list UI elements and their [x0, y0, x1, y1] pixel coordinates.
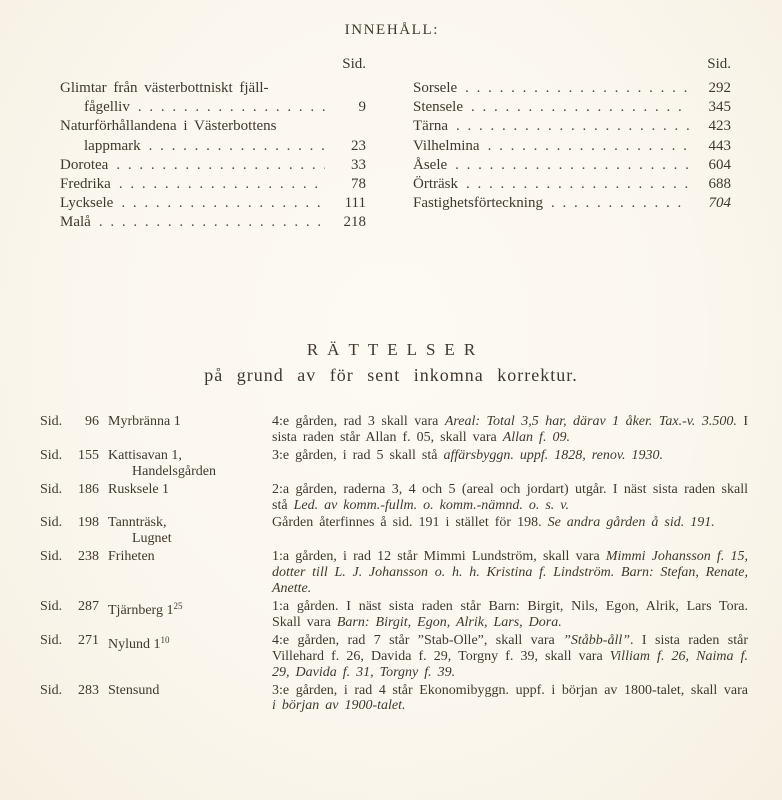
place-name-line: [108, 549, 272, 565]
toc-entry-label: Malå: [60, 214, 91, 231]
sid-label: Sid.: [40, 598, 63, 614]
correction-place-name: [108, 633, 272, 653]
text-run: . I sista raden står Villehard f. 26, Davida f. 29, Torgny f. 39, skall vara: [272, 632, 748, 664]
toc-entry-page: 688: [708, 176, 731, 193]
toc-entry-page: 604: [708, 156, 731, 173]
place-name-line: [108, 448, 272, 464]
place-name-line: [108, 683, 272, 699]
superscript: 10: [160, 634, 170, 645]
correction-page-ref: [40, 633, 272, 653]
toc-entry-label: Örträsk: [413, 176, 458, 193]
corrections-list: [40, 414, 748, 716]
corrections-subtitle: på grund av för sent inkomna korrektur.: [204, 365, 578, 385]
page-number: 186: [78, 481, 99, 497]
toc-entry-page: 23: [351, 137, 366, 154]
dot-leader: [465, 79, 690, 98]
text-run: Areal: Total 3,5 har, därav 1 åker. Tax.-v. 3.500.: [444, 414, 737, 429]
page-number: 155: [78, 447, 99, 463]
text-run: Villiam f. 26, Naima f. 29, Davida f. 31, Torgny f. 39.: [272, 648, 748, 680]
toc-entry-page: 78: [351, 176, 366, 193]
toc-left-column: [60, 55, 366, 233]
dot-leader: [149, 137, 325, 156]
dot-leader: [138, 98, 325, 117]
correction-place-name: [108, 482, 272, 498]
dot-leader: [471, 98, 690, 117]
toc-entry-page: 9: [358, 99, 366, 116]
text-run: Se andra gården å sid. 191.: [547, 515, 715, 531]
toc-entry-label: Vilhelmina: [413, 137, 480, 154]
page-number: 283: [78, 682, 99, 698]
correction-row: [40, 599, 748, 631]
toc-entry-page: 292: [708, 80, 731, 96]
toc-entry-page: 111: [344, 195, 366, 212]
toc-entry: [60, 98, 366, 117]
text-run: 4:e gården, rad 3 skall vara: [272, 414, 445, 429]
dot-leader: [119, 175, 325, 194]
text-run: Tjärnberg 1: [108, 602, 174, 618]
correction-row: [40, 549, 748, 597]
toc-entry-page: 218: [343, 214, 366, 231]
toc-entry: [413, 137, 731, 156]
correction-text: [272, 448, 748, 464]
correction-page-ref: [40, 683, 272, 699]
correction-place-name: [108, 599, 272, 619]
toc-left-sid-header: Sid.: [342, 56, 366, 72]
text-run: affärsbyggn. uppf. 1828, renov. 1930.: [443, 447, 664, 463]
correction-page-ref: [40, 599, 272, 619]
toc-entry: [60, 213, 366, 232]
text-run: Myrbränna 1: [108, 414, 181, 429]
page-number: 96: [85, 414, 99, 429]
dot-leader: [455, 156, 690, 175]
correction-page-ref: [40, 549, 272, 565]
toc-entry-label: Sorsele: [413, 80, 458, 96]
sid-label: Sid.: [40, 682, 63, 698]
text-run: 1:a gården. I näst sista raden står Barn: Birgit, Nils, Egon, Alrik, Lars Tora. Skall vara: [272, 598, 748, 630]
toc-entry-page: 423: [708, 118, 731, 135]
dot-leader: [551, 194, 690, 213]
correction-place-name: [108, 515, 272, 547]
text-run: Nylund 1: [108, 636, 161, 652]
toc-left-list: [60, 79, 366, 233]
toc-entry-page: 33: [351, 156, 366, 173]
text-run: Led. av komm.-fullm. o. komm.-nämnd. o. s. v.: [293, 497, 569, 513]
correction-page-ref: [40, 414, 272, 430]
correction-place-name: [108, 414, 272, 430]
text-run: Friheten: [108, 549, 155, 565]
toc-entry: [413, 98, 731, 117]
toc-right-sid-header: Sid.: [707, 56, 731, 72]
page-number: 198: [78, 515, 99, 531]
text-run: Allan f. 09.: [502, 429, 570, 445]
toc-entry: [60, 79, 366, 98]
toc-entry: [60, 156, 366, 175]
place-name-line: [108, 599, 272, 619]
correction-row: [40, 414, 748, 446]
page-number: 271: [78, 632, 99, 648]
text-run: Mimmi Johansson f. 15, dotter till L. J. Johansson o. h. h. Kristina f. Lindström. Barn: Stefan, Renate, Anette.: [272, 549, 748, 597]
toc-right-list: [413, 79, 731, 213]
text-run: Stensund: [108, 682, 160, 698]
text-run: 1:a gården, i rad 12 står Mimmi Lundström, skall vara: [272, 549, 606, 565]
toc-right-column: [413, 55, 731, 213]
correction-text: [272, 683, 748, 715]
correction-text: [272, 633, 748, 681]
sid-label: Sid.: [40, 549, 63, 565]
correction-row: [40, 482, 748, 514]
toc-entry-label: lappmark: [84, 137, 141, 154]
toc-entry: [413, 117, 731, 136]
toc-entry-page: 704: [708, 195, 731, 212]
toc-entry-label: Glimtar från västerbottniskt fjäll-: [60, 80, 269, 96]
toc-entry-label: Åsele: [413, 156, 448, 173]
toc-entry: [60, 194, 366, 213]
sid-label: Sid.: [40, 632, 63, 648]
toc-entry: [60, 117, 366, 136]
toc-entry: [60, 175, 366, 194]
text-run: 3:e gården, i rad 5 skall stå: [272, 447, 444, 463]
correction-text: [272, 482, 748, 514]
text-run: Barn: Birgit, Egon, Alrik, Lars, Dora.: [336, 614, 562, 630]
correction-place-name: [108, 683, 272, 699]
dot-leader: [466, 175, 690, 194]
text-run: Handelsgården: [132, 463, 216, 479]
correction-row: [40, 633, 748, 681]
correction-place-name: [108, 448, 272, 480]
dot-leader: [456, 117, 690, 136]
toc-entry: [413, 79, 731, 98]
correction-row: [40, 448, 748, 480]
dot-leader: [488, 137, 690, 156]
text-run: ”Ståbb-åll”: [563, 632, 631, 648]
toc-entry-label: Fredrika: [60, 176, 111, 193]
text-run: 3:e gården, i rad 4 står Ekonomibyggn. uppf. i början av 1800-talet, skall vara: [272, 682, 748, 698]
correction-row: [40, 515, 748, 547]
sid-label: Sid.: [40, 447, 63, 463]
place-name-line: [108, 531, 272, 547]
dot-leader: [121, 194, 325, 213]
toc-entry-page: 443: [708, 137, 731, 154]
text-run: Lugnet: [132, 531, 172, 547]
correction-row: [40, 683, 748, 715]
toc-entry-label: Naturförhållandena i Västerbottens: [60, 118, 277, 135]
place-name-line: [108, 414, 272, 430]
place-name-line: [108, 482, 272, 498]
correction-place-name: [108, 549, 272, 565]
correction-text: [272, 599, 748, 631]
correction-page-ref: [40, 482, 272, 498]
toc-entry: [413, 156, 731, 175]
toc-entry-page: 345: [708, 99, 731, 116]
sid-label: Sid.: [40, 515, 63, 531]
place-name-line: [108, 633, 272, 653]
text-run: 4:e gården, rad 7 står ”Stab-Olle”, skall vara: [272, 632, 564, 648]
text-run: Kattisavan 1,: [108, 447, 182, 463]
dot-leader: [99, 213, 325, 232]
toc-entry-label: Fastighetsförteckning: [413, 195, 543, 212]
toc-entry-label: Lycksele: [60, 195, 114, 212]
correction-text: [272, 515, 748, 531]
superscript: 25: [173, 600, 183, 611]
sid-label: Sid.: [40, 414, 63, 429]
correction-text: [272, 414, 748, 446]
toc-entry: [413, 194, 731, 213]
correction-page-ref: [40, 448, 272, 480]
toc-entry: [413, 175, 731, 194]
text-run: I sista raden står Allan f. 05, skall vara: [272, 414, 748, 445]
corrections-title: RÄTTELSER: [306, 340, 485, 359]
text-run: Rusksele 1: [108, 481, 170, 497]
text-run: i början av 1900-talet.: [272, 698, 406, 714]
sid-label: Sid.: [40, 481, 63, 497]
toc-entry-label: Stensele: [413, 99, 463, 116]
dot-leader: [116, 156, 325, 175]
text-run: Gården återfinnes å sid. 191 i stället för 198.: [272, 515, 548, 531]
page-number: 238: [78, 549, 99, 565]
toc-title: INNEHÅLL:: [344, 22, 439, 38]
toc-entry-label: Dorotea: [60, 156, 109, 173]
text-run: Tannträsk,: [108, 515, 167, 531]
toc-entry: [60, 137, 366, 156]
text-run: 2:a gården, raderna 3, 4 och 5 (areal och jordart) utgår. I näst sista raden skall stå: [272, 481, 748, 513]
toc-entry-label: fågelliv: [84, 99, 130, 116]
page-number: 287: [78, 598, 99, 614]
place-name-line: [108, 464, 272, 480]
correction-text: [272, 549, 748, 597]
place-name-line: [108, 515, 272, 531]
correction-page-ref: [40, 515, 272, 547]
toc-entry-label: Tärna: [413, 118, 448, 135]
